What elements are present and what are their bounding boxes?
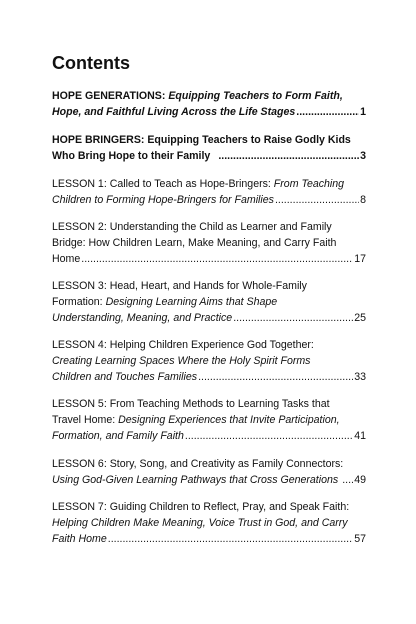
toc-entry-lesson-5[interactable]: LESSON 5: From Teaching Methods to Learning Tasks that Travel Home: Designing Experiences that Invite Participation, Formation, and Family Faith ..... 41 — [52, 396, 366, 444]
toc-entry-lesson-7[interactable]: LESSON 7: Guiding Children to Reflect, Pray, and Speak Faith: Helping Children Make Meaning, Voice Trust in God, and Carry Faith Home ..... 57 — [52, 499, 366, 547]
page-number: 17 — [354, 253, 366, 265]
toc-entry-hope-generations[interactable]: HOPE GENERATIONS: Equipping Teachers to Form Faith, Hope, and Faithful Living Across the Life Stages ..... 1 — [52, 88, 366, 120]
toc-entry-lesson-3[interactable]: LESSON 3: Head, Heart, and Hands for Whole-Family Formation: Designing Learning Aims that Shape Understanding, Meaning, and Practice ..... 25 — [52, 278, 366, 326]
leader-dots — [185, 428, 353, 444]
leader-dots — [275, 192, 359, 208]
leader-dots — [233, 310, 353, 326]
page-number: 33 — [354, 371, 366, 383]
leader-dots — [296, 104, 359, 120]
page-number: 41 — [354, 430, 366, 442]
page-number: 8 — [360, 194, 366, 206]
page-number: 3 — [360, 150, 366, 162]
leader-dots — [218, 148, 359, 164]
page-number: 1 — [360, 106, 366, 118]
toc-entry-hope-bringers[interactable]: HOPE BRINGERS: Equipping Teachers to Raise Godly Kids Who Bring Hope to their Family ..... 3 — [52, 132, 366, 164]
toc-entry-lesson-1[interactable]: LESSON 1: Called to Teach as Hope-Bringers: From Teaching Children to Forming Hope-Bringers for Families ..... 8 — [52, 176, 366, 208]
page-number: 49 — [354, 474, 366, 486]
leader-dots — [342, 472, 353, 488]
leader-dots — [108, 531, 353, 547]
page-title: Contents — [52, 53, 130, 73]
toc-entry-lesson-2[interactable]: LESSON 2: Understanding the Child as Learner and Family Bridge: How Children Learn, Make Meaning, and Carry Faith Home ..... 17 — [52, 219, 366, 267]
toc-entry-lesson-6[interactable]: LESSON 6: Story, Song, and Creativity as Family Connectors: Using God-Given Learning Pathways that Cross Generations ..... 49 — [52, 456, 366, 488]
leader-dots — [198, 369, 353, 385]
toc-entry-lesson-4[interactable]: LESSON 4: Helping Children Experience God Together: Creating Learning Spaces Where the Holy Spirit Forms Children and Touches Families ..... 33 — [52, 337, 366, 385]
page-number: 57 — [354, 533, 366, 545]
page-number: 25 — [354, 312, 366, 324]
leader-dots — [81, 251, 353, 267]
